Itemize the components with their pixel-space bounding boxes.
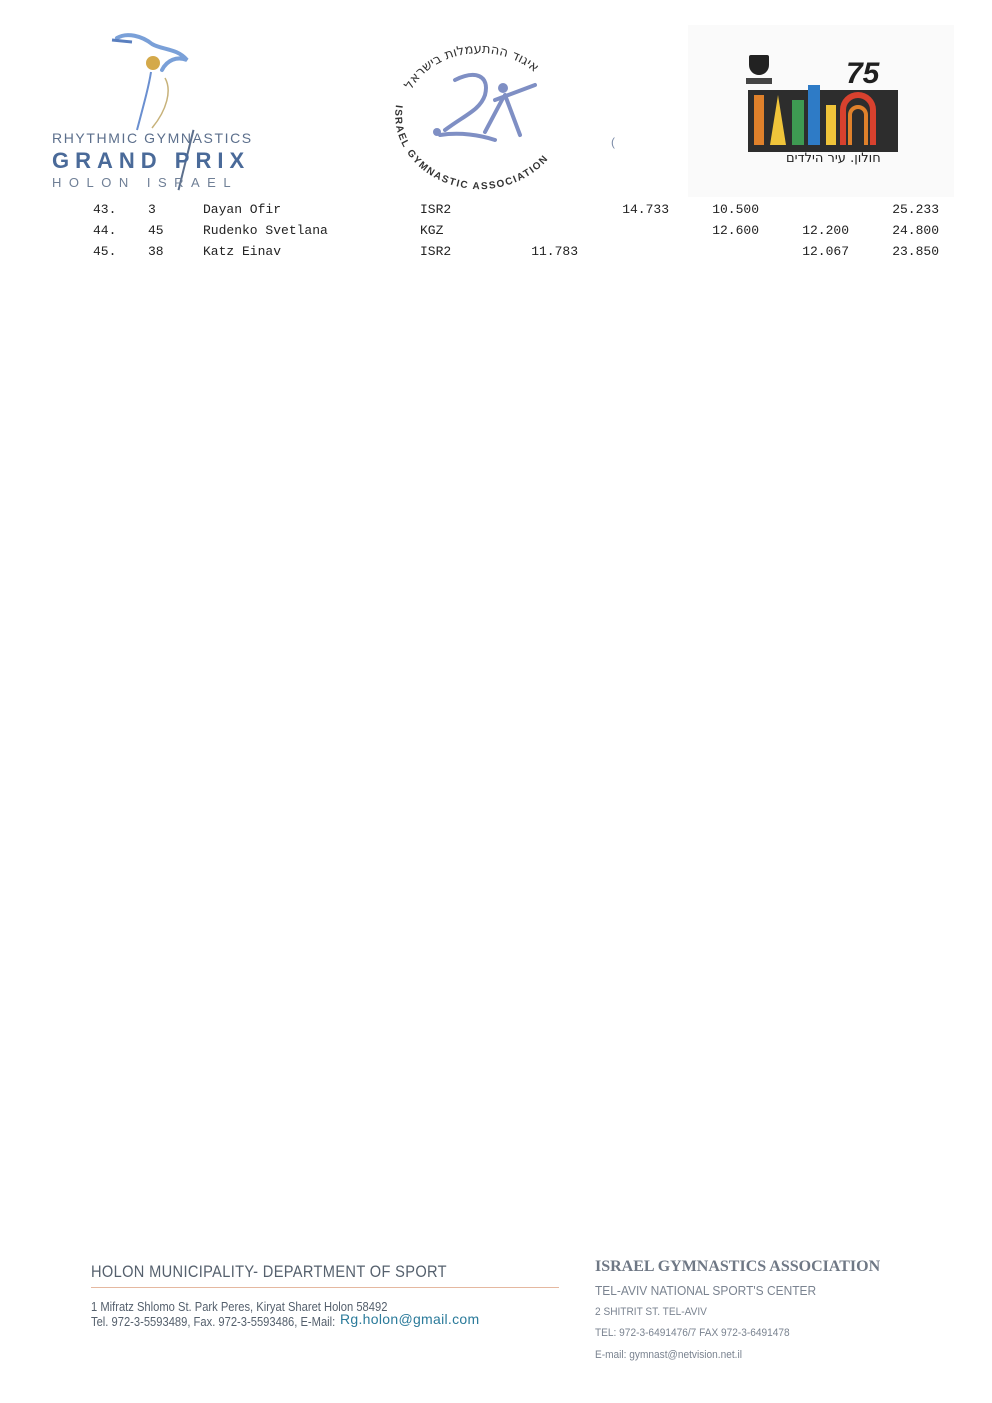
team-cell: KGZ — [420, 223, 444, 238]
rank-cell: 45. — [93, 244, 117, 259]
name-cell: Dayan Ofir — [203, 202, 282, 217]
logo-line-grand-prix: GRAND PRIX — [52, 148, 251, 173]
footer-email-link[interactable]: Rg.holon@gmail.com — [340, 1311, 480, 1327]
anniversary-number: 75 — [846, 57, 880, 90]
score-cell: 10.500 — [712, 202, 759, 217]
footer-phone: Tel. 972-3-5593489, Fax. 972-3-5593486, E-Mail: — [91, 1314, 336, 1329]
logo-line-rhythmic: RHYTHMIC GYMNASTICS — [52, 130, 253, 146]
footer-association-phone: TEL: 972-3-6491476/7 FAX 972-3-6491478 — [595, 1327, 790, 1339]
total-cell: 23.850 — [892, 244, 939, 259]
total-cell: 24.800 — [892, 223, 939, 238]
logo-line-holon-israel: HOLON ISRAEL — [52, 175, 239, 190]
holon-tagline: חולון. עיר הילדים — [786, 151, 881, 166]
footer-address: 1 Mifratz Shlomo St. Park Peres, Kiryat Sharet Holon 58492 — [91, 1299, 388, 1314]
results-table — [0, 202, 992, 265]
svg-text:איגוד ההתעמלות בישראל — [402, 42, 542, 92]
association-seal — [385, 40, 575, 190]
holon-75-logo — [688, 25, 954, 197]
score-cell: 11.783 — [531, 244, 578, 259]
total-cell: 25.233 — [892, 202, 939, 217]
table-row — [0, 202, 992, 223]
footer-association-name: ISRAEL GYMNASTICS ASSOCIATION — [595, 1258, 881, 1275]
footer-association-email[interactable]: E-mail: gymnast@netvision.net.il — [595, 1349, 742, 1361]
grand-prix-logo — [52, 30, 252, 195]
team-cell: ISR2 — [420, 244, 452, 259]
stray-mark: ( — [611, 135, 615, 149]
score-cell: 12.600 — [712, 223, 759, 238]
footer-association-center: TEL-AVIV NATIONAL SPORT'S CENTER — [595, 1283, 817, 1298]
gymnast-figure-icon — [107, 30, 197, 135]
score-cell: 12.067 — [802, 244, 849, 259]
number-cell: 45 — [148, 223, 164, 238]
table-row — [0, 244, 992, 265]
name-cell: Rudenko Svetlana — [203, 223, 328, 238]
seal-hebrew-text: איגוד ההתעמלות בישראל — [401, 41, 542, 93]
svg-text:ISRAEL GYMNASTIC ASSOCIATION — [392, 104, 551, 190]
team-cell: ISR2 — [420, 202, 452, 217]
seal-english-text: ISRAEL GYMNASTIC ASSOCIATION — [392, 104, 552, 190]
rank-cell: 44. — [93, 223, 117, 238]
association-seal-icon — [385, 40, 575, 190]
score-cell: 12.200 — [802, 223, 849, 238]
footer-divider — [91, 1287, 559, 1288]
number-cell: 3 — [148, 202, 156, 217]
name-cell: Katz Einav — [203, 244, 282, 259]
footer-municipality-title: HOLON MUNICIPALITY- DEPARTMENT OF SPORT — [91, 1262, 447, 1281]
holon-letters-icon — [748, 55, 903, 160]
footer-association-address: 2 SHITRIT ST. TEL-AVIV — [595, 1306, 707, 1318]
number-cell: 38 — [148, 244, 164, 259]
table-row — [0, 223, 992, 244]
score-cell: 14.733 — [622, 202, 669, 217]
rank-cell: 43. — [93, 202, 117, 217]
